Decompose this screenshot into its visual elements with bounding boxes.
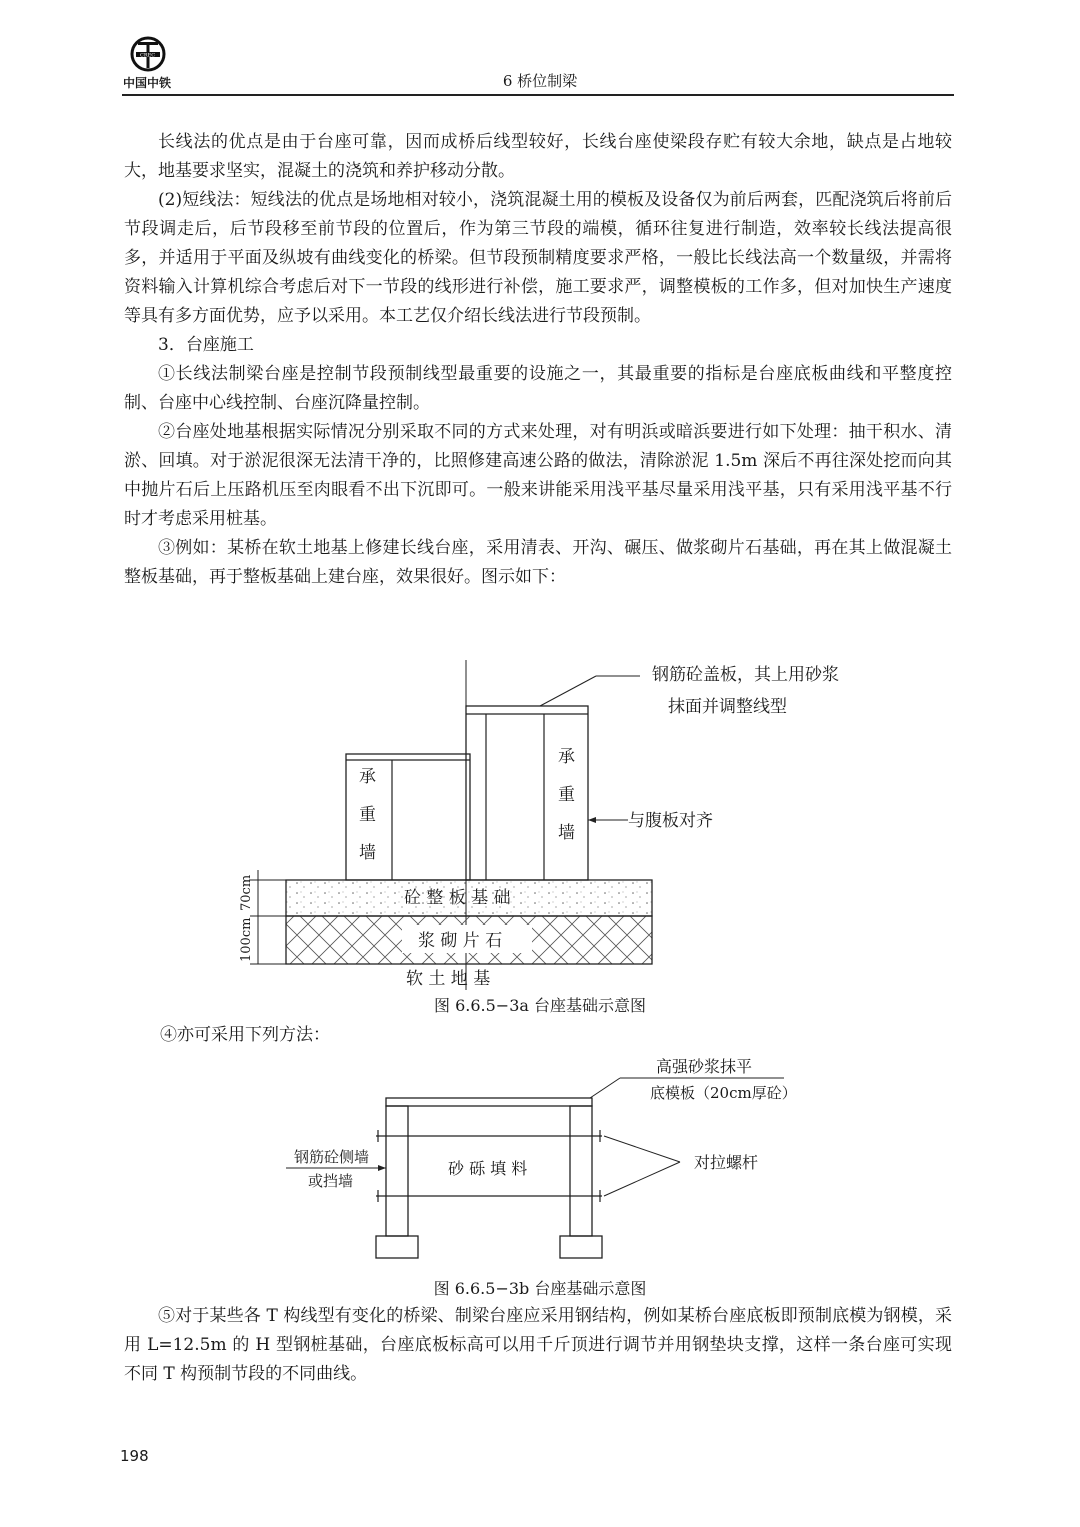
wall-right-char: 墙 [558,823,575,843]
label-side-1: 钢筋砼侧墙 [294,1148,370,1166]
paragraph: 长线法的优点是由于台座可靠，因而成桥后线型较好，长线台座使梁段存贮有较大余地，缺点是占地较大，地基要求坚实，混凝土的浇筑和养护移动分散。 [124,132,952,181]
label-side-2: 或挡墙 [308,1172,354,1190]
dim-70: 70cm [239,874,254,911]
wall-left-char: 墙 [359,843,376,863]
label-slab: 砼 整 板 基 础 [404,888,511,908]
label-cover-1: 钢筋砼盖板，其上用砂浆 [652,665,839,685]
label-cover-2: 抹面并调整线型 [668,697,787,717]
logo-mark: CREC [140,52,156,59]
paragraph: ②台座处地基根据实际情况分别采取不同的方式来处理，对有明浜或暗浜要进行如下处理：抽干积水、清淤、回填。对于淤泥很深无法清干净的，比照修建高速公路的做法，清除淤泥 1.5m 深后不再往深处挖而向其中抛片石后上压路机压至肉眼看不出下沉即可。一般来讲能采用浅平基尽量采用浅平基，只有采用浅平基不行时才考虑采用桩基。 [124,422,952,529]
label-soil: 软 土 地 基 [406,969,491,989]
wall-left-char: 承 [359,767,376,787]
label-top-1: 高强砂浆抹平 [656,1057,753,1076]
label-web: 与腹板对齐 [628,811,713,831]
wall-left-char: 重 [359,805,376,825]
right-side-wall [570,1106,592,1236]
wall-right-char: 重 [558,785,575,805]
section-heading: 3．台座施工 [158,335,254,355]
label-top-2: 底模板（20cm厚砼） [650,1084,797,1102]
right-footing [560,1236,602,1258]
left-footing [376,1236,418,1258]
paragraph: ③例如：某桥在软土地基上修建长线台座，采用清表、开沟、碾压、做浆砌片石基础，再在其上做混凝土整板基础，再于整板基础上建台座，效果很好。图示如下： [124,538,952,587]
label-rubble: 浆 砌 片 石 [418,931,503,951]
caption-figure-a: 图 6.6.5−3a 台座基础示意图 [433,996,646,1015]
paragraph-5 [124,1302,952,1389]
page-number: 198 [120,1447,149,1465]
paragraph: ⑤对于某些各 T 构线型有变化的桥梁、制梁台座应采用钢结构，例如某桥台座底板即预制底模为钢模，采用 L=12.5m 的 H 型钢桩基础，台座底板标高可以用千斤顶进行调节并用钢垫块支撑，这样一条台座可实现不同 T 构预制节段的不同曲线。 [124,1306,952,1384]
page-header-title: 6 桥位制梁 [502,72,578,90]
caption-figure-b: 图 6.6.5−3b 台座基础示意图 [433,1279,647,1298]
logo-text: 中国中铁 [123,76,172,90]
paragraph: ①长线法制梁台座是控制节段预制线型最重要的设施之一，其最重要的指标是台座底板曲线和平整度控制、台座中心线控制、台座沉降量控制。 [124,364,952,413]
wall-right-char: 承 [558,747,575,767]
bottom-formwork [386,1098,592,1106]
paragraph: (2)短线法：短线法的优点是场地相对较小，浇筑混凝土用的模板及设备仅为前后两套，匹配浇筑后将前后节段调走后，后节段移至前节段的位置后，作为第三节段的端模，循环往复进行制造，效率较长线法提高很多，并适用于平面及纵坡有曲线变化的桥梁。但节段预制精度要求严格，一般比长线法高一个数量级，并需将资料输入计算机综合考虑后对下一节段的线形进行补偿，施工要求严，调整模板的工作多，但对加快生产速度等具有多方面优势，应予以采用。本工艺仅介绍长线法进行节段预制。 [124,190,952,326]
label-bolt: 对拉螺杆 [694,1153,759,1172]
dim-100: 100cm [239,917,254,962]
line-4: ④亦可采用下列方法： [160,1025,330,1045]
left-side-wall [386,1106,408,1236]
label-fill: 砂 砾 填 料 [448,1159,528,1178]
